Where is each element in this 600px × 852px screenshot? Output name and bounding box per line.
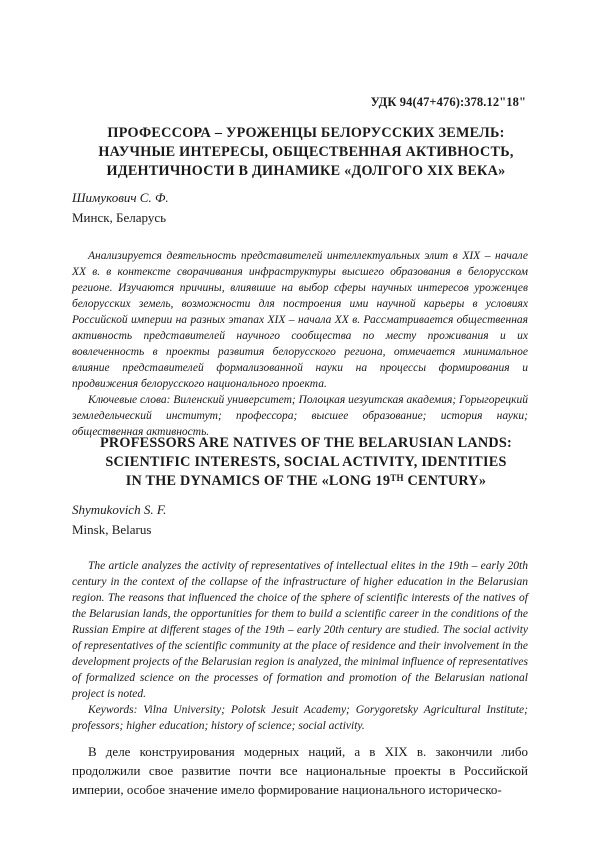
title-ru-line-3: ИДЕНТИЧНОСТИ В ДИНАМИКЕ «ДОЛГОГО XIX ВЕКА» (106, 163, 506, 179)
title-ru-line-2: НАУЧНЫЕ ИНТЕРЕСЫ, ОБЩЕСТВЕННАЯ АКТИВНОСТЬ, (98, 144, 514, 160)
author-ru: Шимукович С. Ф. (72, 190, 169, 205)
title-en-line-3 (86, 472, 526, 491)
abstract-ru (72, 248, 528, 440)
article-title-ru (86, 124, 526, 181)
affiliation-city-en: Minsk, Belarus (72, 522, 152, 537)
title-en-line-3-pre: IN THE DYNAMICS OF THE «LONG 19 (125, 473, 391, 489)
author-en: Shymukovich S. F. (72, 502, 167, 517)
abstract-ru-text: Анализируется деятельность представителей интеллектуальных элит в XIX – начале XX в. в контексте сворачивания инфраструктуры высшего образования в белорусском регионе. Изучаются причины, влиявшие на выбор сферы научных интересов уроженцев белорусских земель, возможности для построения ими научной карьеры в условиях Российской империи на разных этапах XIX – начала XX в. Рассматривается общественная активность представителей научного сообщества по месту проживания и их вовлеченность в проекты развития белорусского региона, отмечается минимальное влияние представителей формализованной науки на процессы формирования и продвижения белорусского национального проекта. (72, 250, 528, 390)
keywords-ru: Ключевые слова: Виленский университет; Полоцкая иезуитская академия; Горыгорецкий земледельческий институт; профессора; высшее образование; история науки; общественная активность. (72, 394, 528, 438)
abstract-en-text: The article analyzes the activity of representatives of intellectual elites in the 19th – early 20th century in the context of the collapse of the infrastructure of higher education in the Belarusian region. The reasons that influenced the choice of the sphere of scientific interests of the natives of the Belarusian lands, the opportunities for them to build a scientific career in the conditions of the Russian Empire at different stages of the 19th – early 20th century are studied. The social activity of representatives of the scientific community at the place of residence and their involvement in the development projects of the Belarusian region is analyzed, the minimal influence of representatives of formalized science on the processes of formation and promotion of the Belarusian national project is noted. (72, 560, 528, 700)
article-title-en (86, 434, 526, 491)
abstract-en (72, 558, 528, 734)
title-en-line-1: PROFESSORS ARE NATIVES OF THE BELARUSIAN LANDS: (100, 435, 512, 451)
title-en-line-3-post: CENTURY» (403, 473, 487, 489)
affiliation-city-ru: Минск, Беларусь (72, 210, 167, 225)
keywords-en: Keywords: Vilna University; Polotsk Jesuit Academy; Gorygoretsky Agricultural Institute; professors; higher education; history of science; social activity. (72, 704, 528, 732)
title-en-superscript: TH (390, 473, 404, 483)
udc-code: УДК 94(47+476):378.12"18" (370, 95, 526, 109)
title-en-line-2: SCIENTIFIC INTERESTS, SOCIAL ACTIVITY, IDENTITIES (105, 454, 507, 470)
body-paragraph: В деле конструирования модерных наций, а в XIX в. закончили либо продолжили свое развитие почти все национальные проекты в Российской империи, особое значение имело формирование национального историческо- (72, 744, 528, 797)
title-ru-line-1: ПРОФЕССОРА – УРОЖЕНЦЫ БЕЛОРУССКИХ ЗЕМЕЛЬ: (107, 125, 505, 141)
